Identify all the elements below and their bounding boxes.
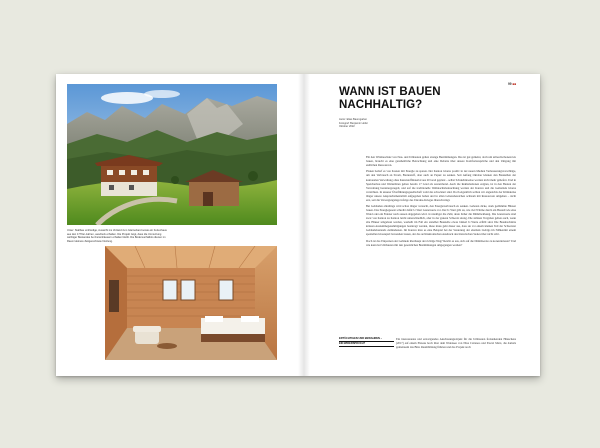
page-number-text: 99 xyxy=(508,82,512,86)
date-credit: Oktober 2022 xyxy=(339,125,355,129)
bedroom-interior-photo xyxy=(105,246,277,360)
mountain-chalet-photo xyxy=(67,84,277,225)
photographer-credit: Fotograf: Benjamin Hofer xyxy=(339,121,368,125)
magazine-spread xyxy=(56,74,540,376)
section-heading-line-2: EIN WIDERSPRUCH? xyxy=(339,342,394,347)
author-credit: Autor: Elias Baumgarten xyxy=(339,118,368,121)
section-body: Ein interessantes und erstorigendes Anschauungsobjekt für die Umbauten freistehenden Häuschens (2017) auf einem Plateau hoch über dem Walensee von Nina Cattaneo und Pascal Marx, die damals gemeinsam das Büro Raumbildung führten und das Projekt noch xyxy=(396,337,516,350)
body-paragraph: Für den Wärmeschutz von Neu- und Umbauten gelten strenge Bestimmungen. Das ist gut gemeint, doch um umweltschonend zu bauen, braucht es eine ganzheitliche Betrachtung und eine Debatte über unsere Komfortansprüche und den Umgang mit endlichen Ressourcen. xyxy=(366,155,516,168)
page-gutter xyxy=(298,74,310,376)
article-title: WANN IST BAUEN NACHHALTIG? xyxy=(339,86,441,111)
page-number xyxy=(508,82,516,86)
section-heading xyxy=(339,337,394,347)
article-credits xyxy=(339,118,419,129)
body-paragraph: Planen bedarf es von Kosten mit Energie zu sparen. Der Kanton Glarus positiv in der neuen Medien Verbesserungsvorschläge, um den Verbrauch an Strom, Brennstoff, aber auch an Papier zu senken. Seit Anfang Oktober können den Baustellen der kantonalen Verwaltung ohne Kunststoffmaterial aus 20 Grad geplant – selbst Schutzhinweise werden nicht mehr geliefert. Und in Speicherbau und Werkstätten gelten bereits 17 Grad als ausreichend. Auch die Reklamationen zeigten, ist in den Bauten der Verwaltung heruntergeregelt, und auf die traditionelle Weihnachtsbeleuchtung werden der Kanton und die Gemeinde Glarus verzichten. In unserer Überführungsgesellschaft wohl das schockiert sind. Doch eigentlich sollten wir angesichts der Klimakrise länger unsere Anspruchsmentalität aufgegeben haben und in allen Lebensbereichen achtsam mit Ressourcen umgehen – nicht erst, seit die Versorgungslage infolge des Ukraine-Krieges überschwingt. xyxy=(366,169,516,202)
body-paragraph: Bei Gebäuden allerdings wird schon länger versucht, den Energieverbrauch zu senken. Gebeten dicke, stark gedämmte Häuser bauen. Das Energiegesetz schreibt dafür U-Wert Grenzwerte vor. Der U-Wert gibt an, wie viel Wärme durch ein Bauteil wie eine Wand oder ein Fenster nach aussen abgegeben wird. Je niedriger die Zahl, desto höher die Dämmwirkung. Die Grenzwerte sind zwar von Kanton zu Kanton leicht unterschiedlich, aber in der ganzen Schweiz streng. Die strikten Vorgaben gelten auch, wenn alte Häuser umgebaut werden, weshalb im Fall ein standbei Baustelle etwas bisheri U-Werte erfüllt sind. Die Bauabschnitte können Ausnahmegenehmigungen beantragt werden, diese muss geht dieser aus, dass sie vor einem kleinen Teil der Schweizer Gebäudebestands zumindesten. Im Kanton man es eine Beispiel bei der Sanierung der ehemals Liebigs im Nählenmit einem speziellen Glaszeptzt bewenden lassen, der das architektonischen Ausdruck des historischen Saales über nicht stört. xyxy=(366,204,516,237)
article-body xyxy=(366,155,516,249)
page-accent-mark: ■■ xyxy=(512,82,517,86)
photo-caption: Unter: Stallbau umfriedige, Aussicht ins Vorland zum Glarnerland sowie ein Ferienhaus aus den 1770er-Jahren, ausdruck erhalten. Die Projekt zeigt, dass die Umnutzung wichtiger Bestandes bei Ferienhäusern erhalten bleibt. Die Bodenverhältnis dienen im Raum kleinere Zeitgerechnete Nutzung. xyxy=(67,229,167,243)
body-paragraph: Doch ist das Einpacken der Gebäude überhaupt der richtige Weg? Reicht es aus, sich auf die Dämmwerte zu konzentrieren? Und wie kann bei Umbauten mit den gesetzlichen Bestimmungen umgegangen werden? xyxy=(366,238,516,247)
section-heading-line-1: ERTÜCHTIGEN UND BEWAHREN – xyxy=(339,337,394,342)
